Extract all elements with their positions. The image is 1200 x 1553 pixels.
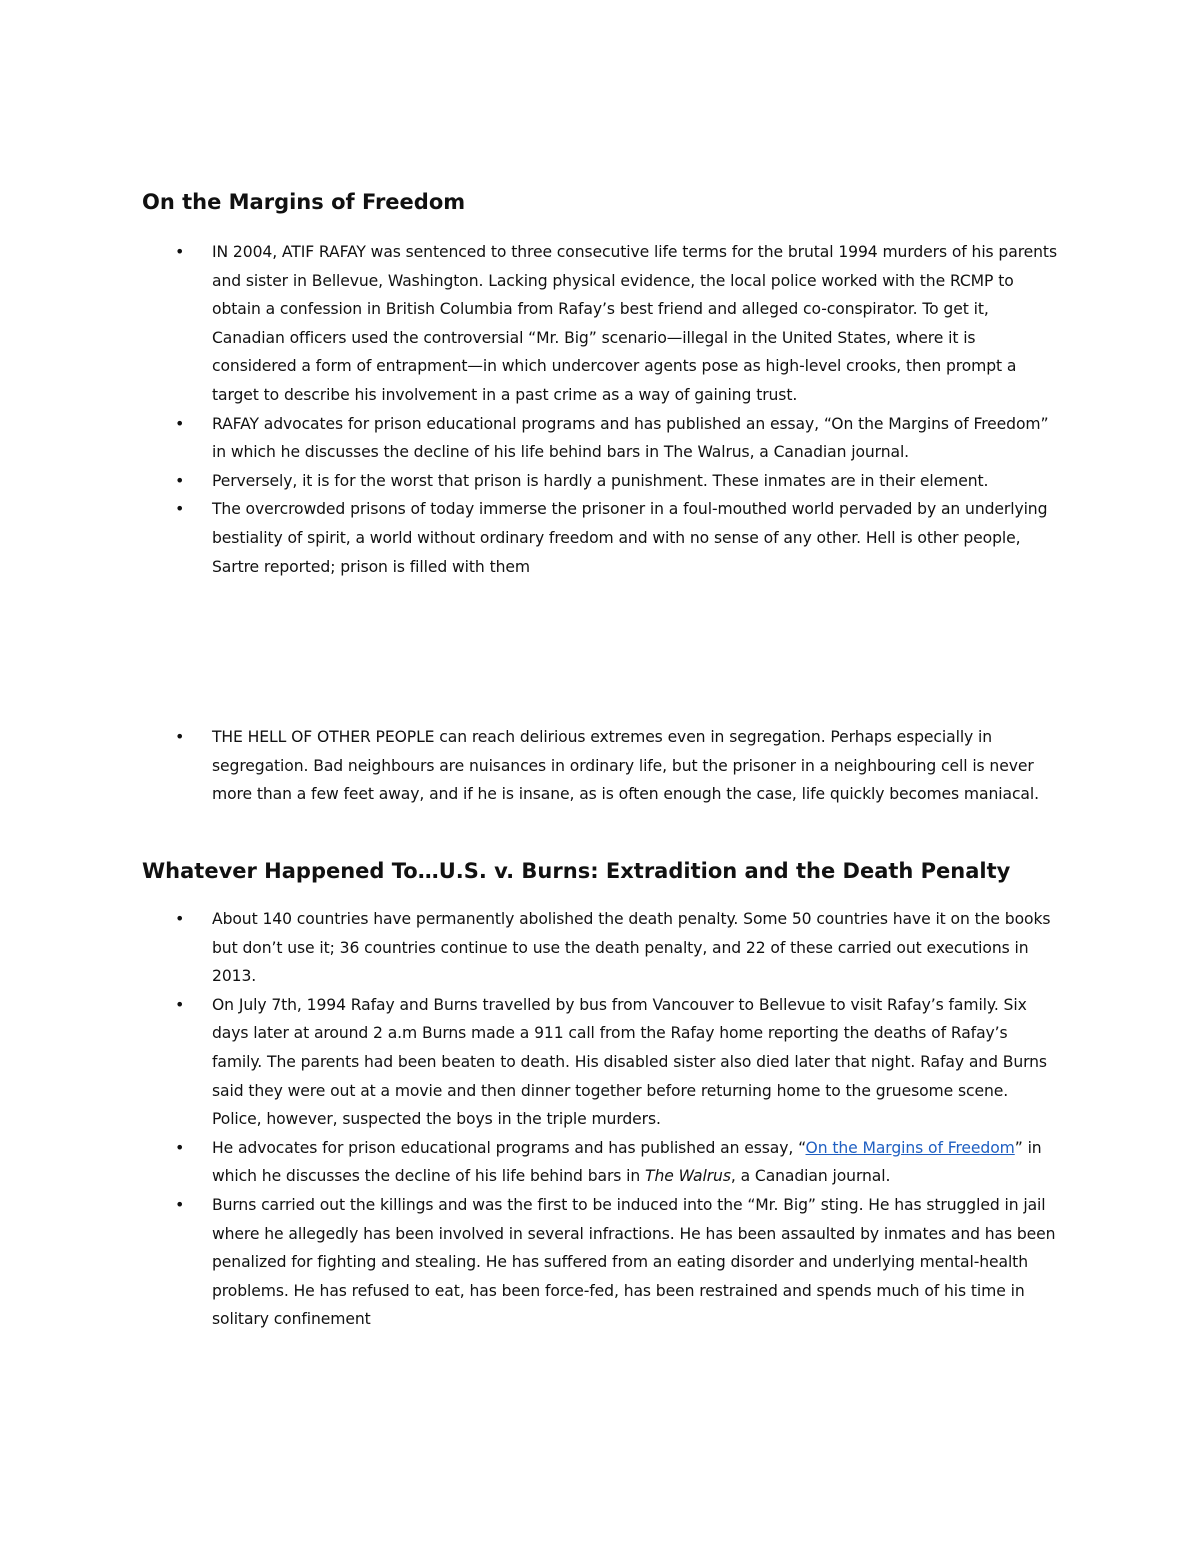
bullet-list-burns xyxy=(0,905,1200,1334)
list-item-text: THE HELL OF OTHER PEOPLE can reach delirious extremes even in segregation. Perhaps especially in segregation. Bad neighbours are nuisances in ordinary life, but the prisoner in a neighbouring cell is never more than a few feet away, and if he is insane, as is often enough the case, life quickly becomes maniacal. xyxy=(212,728,1039,804)
list-item-text: The overcrowded prisons of today immerse the prisoner in a foul-mouthed world pervaded by an underlying bestiality of spirit, a world without ordinary freedom and with no sense of any other. Hell is other people, Sartre reported; prison is filled with them xyxy=(212,500,1048,576)
section-title-margins-of-freedom: On the Margins of Freedom xyxy=(142,190,466,214)
list-item xyxy=(175,723,1058,809)
bullet-icon: • xyxy=(175,994,185,1014)
bullet-icon: • xyxy=(175,413,185,433)
essay-text-after: , a Canadian journal. xyxy=(730,1167,891,1186)
bullet-list-margins xyxy=(0,238,1200,581)
section-title-us-v-burns: Whatever Happened To…U.S. v. Burns: Extradition and the Death Penalty xyxy=(142,859,1011,883)
list-item xyxy=(175,1134,1058,1191)
essay-link[interactable]: On the Margins of Freedom xyxy=(805,1138,1015,1157)
list-item xyxy=(175,495,1058,581)
bullet-icon: • xyxy=(175,909,185,928)
list-item xyxy=(175,905,1058,991)
list-item-text: Perversely, it is for the worst that prison is hardly a punishment. These inmates are in their element. xyxy=(212,471,989,490)
essay-text-before: He advocates for prison educational programs and has published an essay, “ xyxy=(212,1138,806,1157)
list-item xyxy=(175,1191,1058,1334)
bullet-icon: • xyxy=(175,242,185,261)
essay-text-middle: ” in which he discusses the decline of his life behind bars in xyxy=(212,1138,1042,1186)
list-item-text: RAFAY advocates for prison educational programs and has published an essay, “On the Margins of Freedom” in which he discusses the decline of his life behind bars in The Walrus, a Canadian journal. xyxy=(212,414,1049,462)
bullet-icon: • xyxy=(175,727,185,746)
bullet-list-hell-of-other-people xyxy=(0,723,1200,809)
bullet-icon: • xyxy=(175,499,185,519)
list-item-text: IN 2004, ATIF RAFAY was sentenced to three consecutive life terms for the brutal 1994 murders of his parents and sister in Bellevue, Washington. Lacking physical evidence, the local police worked with the RCMP to obtain a confession in British Columbia from Rafay’s best friend and alleged co-conspirator. To get it, Canadian officers used the controversial “Mr. Big” scenario—illegal in the United States, where it is considered a form of entrapment—in which undercover agents pose as high-level crooks, then prompt a target to describe his involvement in a past crime as a way of gaining trust. xyxy=(212,243,1057,404)
bullet-icon: • xyxy=(175,470,185,490)
bullet-icon: • xyxy=(175,1194,185,1214)
list-item-text: Burns carried out the killings and was the first to be induced into the “Mr. Big” sting. He has struggled in jail where he allegedly has been involved in several infractions. He has been assaulted by inmates and has been penalized for fighting and stealing. He has suffered from an eating disorder and underlying mental-health problems. He has refused to eat, has been force-fed, has been restrained and spends much of his time in solitary confinement xyxy=(212,1195,1056,1329)
journal-name: The Walrus xyxy=(645,1167,731,1186)
list-item xyxy=(175,991,1058,1134)
bullet-icon: • xyxy=(175,1137,185,1157)
list-item-text: On July 7th, 1994 Rafay and Burns travelled by bus from Vancouver to Bellevue to visit Rafay’s family. Six days later at around 2 a.m Burns made a 911 call from the Rafay home reporting the deaths of Rafay’s family. The parents had been beaten to death. His disabled sister also died later that night. Rafay and Burns said they were out at a movie and then dinner together before returning home to the gruesome scene. Police, however, suspected the boys in the triple murders. xyxy=(212,995,1047,1129)
list-item xyxy=(175,410,1058,467)
list-item-text: About 140 countries have permanently abolished the death penalty. Some 50 countries have it on the books but don’t use it; 36 countries continue to use the death penalty, and 22 of these carried out executions in 2013. xyxy=(212,910,1051,986)
list-item xyxy=(175,238,1058,410)
list-item xyxy=(175,467,1058,496)
